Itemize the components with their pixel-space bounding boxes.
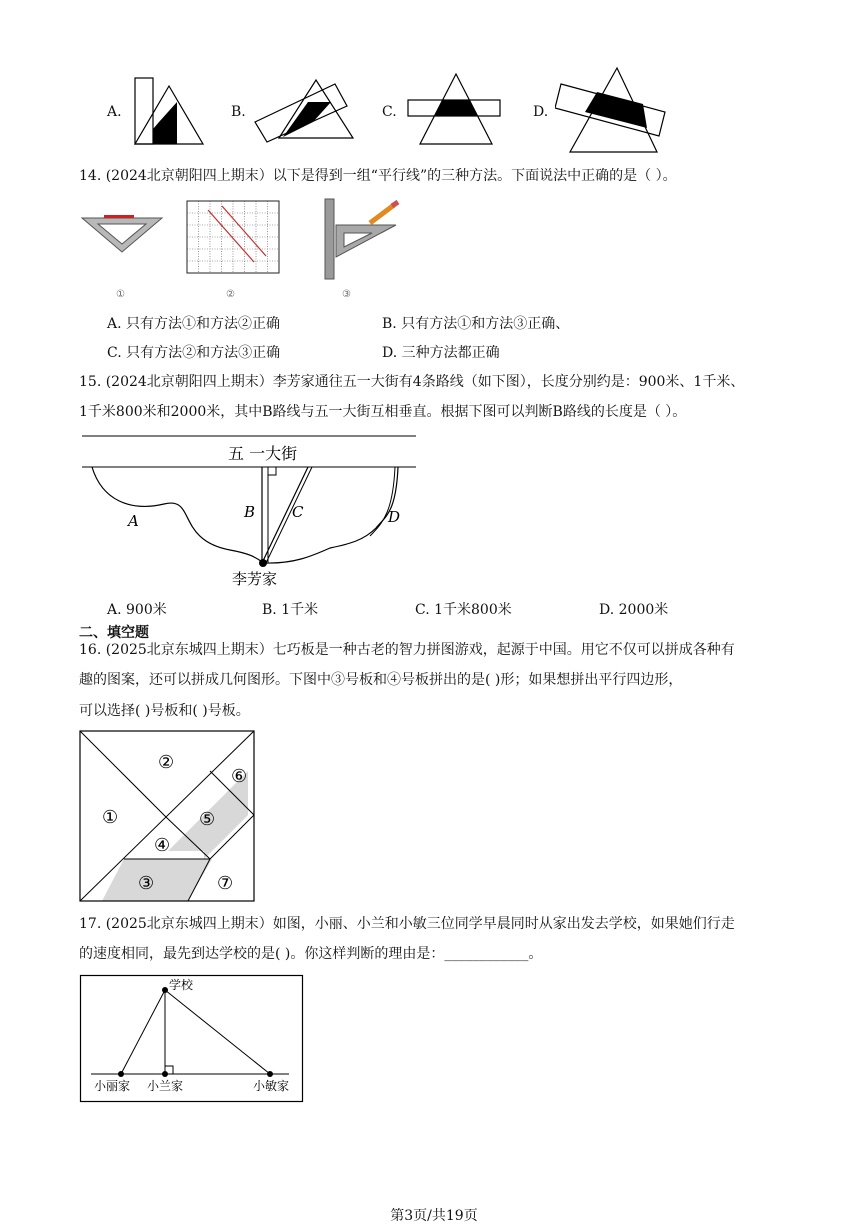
home-label: 李芳家 [232, 570, 278, 588]
q14-option-d: D. 三种方法都正确 [382, 345, 500, 361]
q15-option-b: B. 1千米 [262, 602, 319, 618]
q17-school-route-figure [79, 974, 305, 1104]
q15-stem-line-2: 1千米800米和2000米，其中B路线与五一大街互相垂直。根据下图可以判断B路线的长度是（ ）。 [79, 404, 687, 420]
route-b-label: B [244, 503, 256, 521]
q17-stem-line-2: 的速度相同，最先到达学校的是( )。你这样判断的理由是：____________。 [79, 946, 543, 962]
xiaolan-home-label: 小兰家 [147, 1079, 184, 1093]
route-c-label: C [292, 503, 304, 521]
q13-option-a-figure [125, 72, 215, 148]
method-3-label: ③ [342, 289, 351, 300]
q16-stem-line-3: 可以选择( )号板和( )号板。 [79, 703, 250, 719]
q17-stem-line-1: 17. (2025北京东城四上期末）如图，小丽、小兰和小敏三位同学早晨同时从家出发去学校，如果她们行走 [79, 916, 735, 932]
xiaoli-home-label: 小丽家 [94, 1079, 131, 1093]
method-2-grid-figure [186, 200, 280, 274]
piece-1-label: ① [102, 807, 119, 828]
q13-option-a-label: A. [107, 104, 122, 120]
q14-option-b: B. 只有方法①和方法③正确、 [382, 316, 570, 332]
q15-option-c: C. 1千米800米 [415, 602, 512, 618]
method-2-label: ② [226, 289, 235, 300]
q16-stem-line-1: 16. (2025北京东城四上期末）七巧板是一种古老的智力拼图游戏，起源于中国。用它不仅可以拼成各种有 [79, 642, 735, 658]
q13-option-d-label: D. [533, 104, 549, 120]
piece-7-label: ⑦ [217, 873, 234, 894]
piece-4-label: ④ [154, 835, 171, 856]
q16-stem-line-2: 趣的图案，还可以拼成几何图形。下图中③号板和④号板拼出的是( )形；如果想拼出平行四边形， [79, 672, 683, 688]
q14-stem: 14. (2024北京朝阳四上期末）以下是得到一组“平行线”的三种方法。下面说法中正确的是（ ）。 [79, 168, 677, 184]
piece-5-label: ⑤ [199, 809, 216, 830]
q14-option-c: C. 只有方法②和方法③正确 [107, 345, 281, 361]
xiaomin-home-label: 小敏家 [253, 1079, 290, 1093]
q15-route-map-figure [80, 430, 420, 590]
piece-2-label: ② [158, 752, 175, 773]
method-1-label: ① [116, 289, 125, 300]
route-a-label: A [128, 512, 139, 530]
section-title: 二、填空题 [79, 625, 149, 641]
street-label: 五 一大街 [228, 444, 298, 463]
piece-3-label: ③ [138, 873, 155, 894]
q13-option-b-figure [253, 72, 358, 148]
school-label: 学校 [169, 978, 194, 992]
method-1-ruler-set-square-figure [80, 212, 170, 256]
q14-option-a: A. 只有方法①和方法②正确 [107, 316, 281, 332]
q13-option-c-label: C. [382, 104, 397, 120]
page-number: 第3页/共19页 [390, 1208, 478, 1224]
q13-option-d-figure [555, 62, 673, 154]
q15-option-a: A. 900米 [107, 602, 167, 618]
method-3-set-square-pencil-figure [322, 197, 404, 281]
q13-option-c-figure [405, 72, 510, 148]
q13-option-b-label: B. [231, 104, 246, 120]
q15-stem-line-1: 15. (2024北京朝阳四上期末）李芳家通往五一大街有4条路线（如下图），长度分别约是：900米、1千米、 [79, 374, 745, 390]
route-d-label: D [388, 508, 401, 526]
tangram-figure [78, 729, 258, 905]
piece-6-label: ⑥ [231, 766, 248, 787]
q15-option-d: D. 2000米 [599, 602, 669, 618]
